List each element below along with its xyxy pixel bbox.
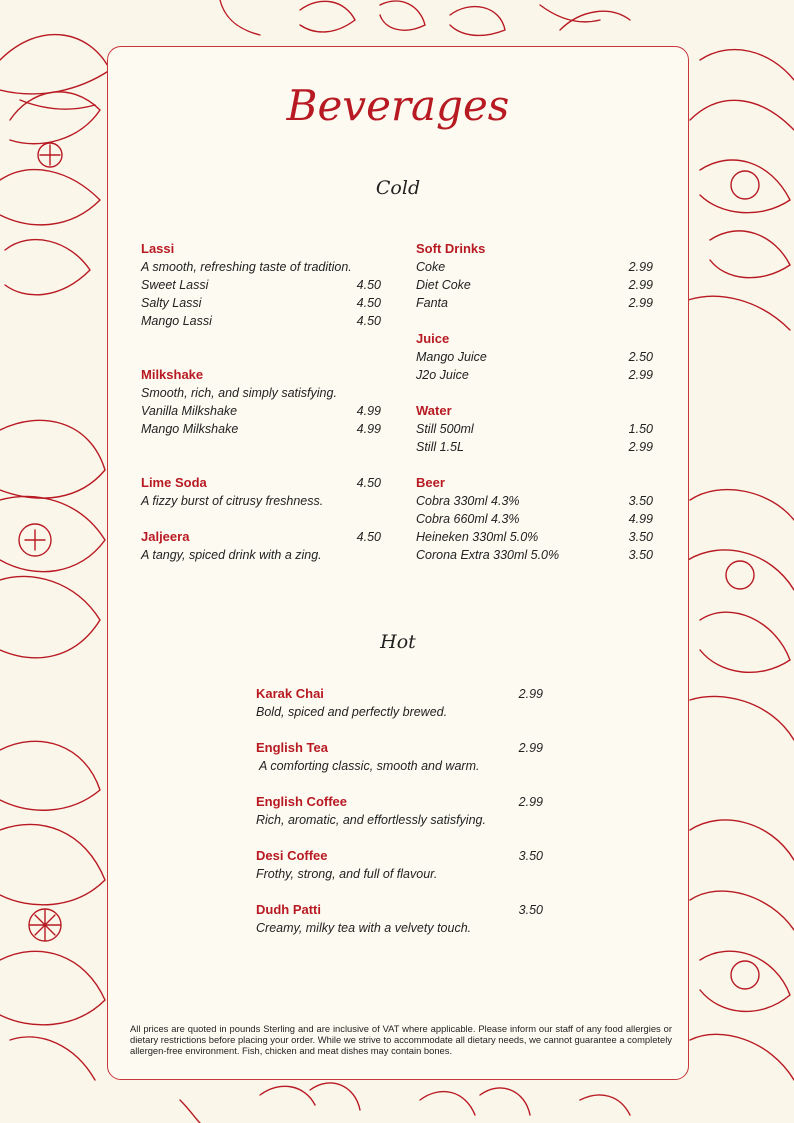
group-heading xyxy=(256,793,543,811)
item-price: 4.99 xyxy=(356,422,381,436)
menu-item xyxy=(416,528,653,546)
item-price: 2.99 xyxy=(628,368,653,382)
flower-bottom-center-decoration xyxy=(180,1083,630,1123)
item-price: 2.99 xyxy=(518,687,543,701)
menu-item xyxy=(416,276,653,294)
group-heading: Water xyxy=(416,403,452,418)
item-price: 2.99 xyxy=(628,278,653,292)
item-name: Mango Milkshake xyxy=(141,422,239,436)
item-name: Coke xyxy=(416,260,446,274)
menu-item xyxy=(416,546,653,564)
group-heading xyxy=(141,474,381,492)
item-price: 4.99 xyxy=(628,512,653,526)
menu-group-karak-chai xyxy=(256,685,543,721)
allergen-footnote: All prices are quoted in pounds Sterling and are inclusive of VAT where applicable. Please inform our staff of any food allergies or dietary restrictions before placing your order. While we strive to accommodate all dietary needs, we cannot guarantee a completely allergen-free environment. Fish, chicken and meat dishes may contain bones. xyxy=(130,1023,672,1056)
item-price: 3.50 xyxy=(518,849,543,863)
item-price: 4.50 xyxy=(356,278,381,292)
item-price: 2.99 xyxy=(518,741,543,755)
item-name: Mango Juice xyxy=(416,350,487,364)
menu-group-english-tea xyxy=(256,739,543,775)
group-description: Frothy, strong, and full of flavour. xyxy=(256,867,438,881)
item-name: Jaljeera xyxy=(141,529,190,544)
group-heading: Lassi xyxy=(141,241,175,256)
menu-group-soft-drinks xyxy=(416,240,653,312)
item-price: 3.50 xyxy=(628,530,653,544)
menu-item xyxy=(416,438,653,456)
group-heading xyxy=(256,901,543,919)
menu-item xyxy=(141,402,381,420)
menu-item xyxy=(141,312,381,330)
item-name: Sweet Lassi xyxy=(141,278,209,292)
item-price: 3.50 xyxy=(628,548,653,562)
menu-group-water xyxy=(416,402,653,456)
menu-item xyxy=(416,510,653,528)
item-name: Desi Coffee xyxy=(256,848,328,863)
menu-item xyxy=(416,348,653,366)
menu-card xyxy=(107,46,689,1080)
group-description: A comforting classic, smooth and warm. xyxy=(256,759,480,773)
item-name: Heineken 330ml 5.0% xyxy=(416,530,539,544)
group-description: Creamy, milky tea with a velvety touch. xyxy=(256,921,472,935)
item-price: 4.99 xyxy=(356,404,381,418)
menu-item xyxy=(416,420,653,438)
group-description: A tangy, spiced drink with a zing. xyxy=(141,548,322,562)
item-price: 2.99 xyxy=(628,260,653,274)
flower-bottom-right-decoration xyxy=(690,820,794,1080)
group-heading: Beer xyxy=(416,475,445,490)
flower-bottom-left-decoration xyxy=(0,741,105,1080)
item-price: 4.50 xyxy=(356,530,381,544)
item-price: 2.99 xyxy=(628,296,653,310)
flower-left-middle-decoration xyxy=(0,420,105,657)
item-name: Lime Soda xyxy=(141,475,207,490)
menu-item xyxy=(416,366,653,384)
item-name: Fanta xyxy=(416,296,448,310)
menu-item xyxy=(141,294,381,312)
menu-item xyxy=(416,294,653,312)
menu-item xyxy=(141,276,381,294)
item-name: Dudh Patti xyxy=(256,902,321,917)
item-name: Corona Extra 330ml 5.0% xyxy=(416,548,560,562)
section-heading-cold: Cold xyxy=(375,177,421,199)
item-price: 3.50 xyxy=(628,494,653,508)
group-heading xyxy=(256,739,543,757)
item-name: Still 500ml xyxy=(416,422,474,436)
menu-title: Beverages xyxy=(286,81,510,130)
item-price: 2.50 xyxy=(628,350,653,364)
flower-top-right-decoration xyxy=(688,50,794,330)
menu-group-juice xyxy=(416,330,653,384)
item-price: 3.50 xyxy=(518,903,543,917)
group-heading xyxy=(141,528,381,546)
section-heading-hot: Hot xyxy=(380,631,416,653)
item-price: 4.50 xyxy=(356,314,381,328)
item-name: Still 1.5L xyxy=(416,440,464,454)
group-heading: Soft Drinks xyxy=(416,241,486,256)
group-heading: Milkshake xyxy=(141,367,204,382)
cold-right-column xyxy=(416,240,653,562)
group-heading xyxy=(256,847,543,865)
menu-item xyxy=(141,420,381,438)
item-price: 1.50 xyxy=(628,422,653,436)
item-name: J2o Juice xyxy=(416,368,469,382)
item-name: English Tea xyxy=(256,740,328,755)
menu-group-dudh-patti xyxy=(256,901,543,937)
item-name: Vanilla Milkshake xyxy=(141,404,238,418)
menu-group-desi-coffee xyxy=(256,847,543,883)
group-description: A smooth, refreshing taste of tradition. xyxy=(141,260,352,274)
group-heading xyxy=(256,685,543,703)
menu-group-lime-soda xyxy=(141,474,381,510)
item-name: Cobra 330ml 4.3% xyxy=(416,494,520,508)
menu-item xyxy=(416,258,653,276)
item-name: Cobra 660ml 4.3% xyxy=(416,512,520,526)
flower-right-middle-decoration xyxy=(688,490,794,740)
item-name: Karak Chai xyxy=(256,686,324,701)
group-description: Bold, spiced and perfectly brewed. xyxy=(256,705,448,719)
item-price: 4.50 xyxy=(356,476,381,490)
menu-group-english-coffee xyxy=(256,793,543,829)
menu-group-jaljeera xyxy=(141,528,381,564)
item-price: 2.99 xyxy=(518,795,543,809)
menu-group-milkshake xyxy=(141,366,381,438)
item-price: 2.99 xyxy=(628,440,653,454)
item-name: Mango Lassi xyxy=(141,314,212,328)
flower-top-left-decoration xyxy=(0,35,110,295)
group-description: A fizzy burst of citrusy freshness. xyxy=(141,494,324,508)
group-heading: Juice xyxy=(416,331,450,346)
group-description: Rich, aromatic, and effortlessly satisfying. xyxy=(256,813,486,827)
item-name: Diet Coke xyxy=(416,278,471,292)
item-name: English Coffee xyxy=(256,794,348,809)
menu-item xyxy=(416,492,653,510)
group-description: Smooth, rich, and simply satisfying. xyxy=(141,386,337,400)
flower-top-center-decoration xyxy=(220,0,630,35)
hot-column xyxy=(256,685,543,935)
cold-left-column xyxy=(141,240,381,562)
menu-group-lassi xyxy=(141,240,381,330)
item-name: Salty Lassi xyxy=(141,296,202,310)
menu-group-beer xyxy=(416,474,653,564)
item-price: 4.50 xyxy=(356,296,381,310)
